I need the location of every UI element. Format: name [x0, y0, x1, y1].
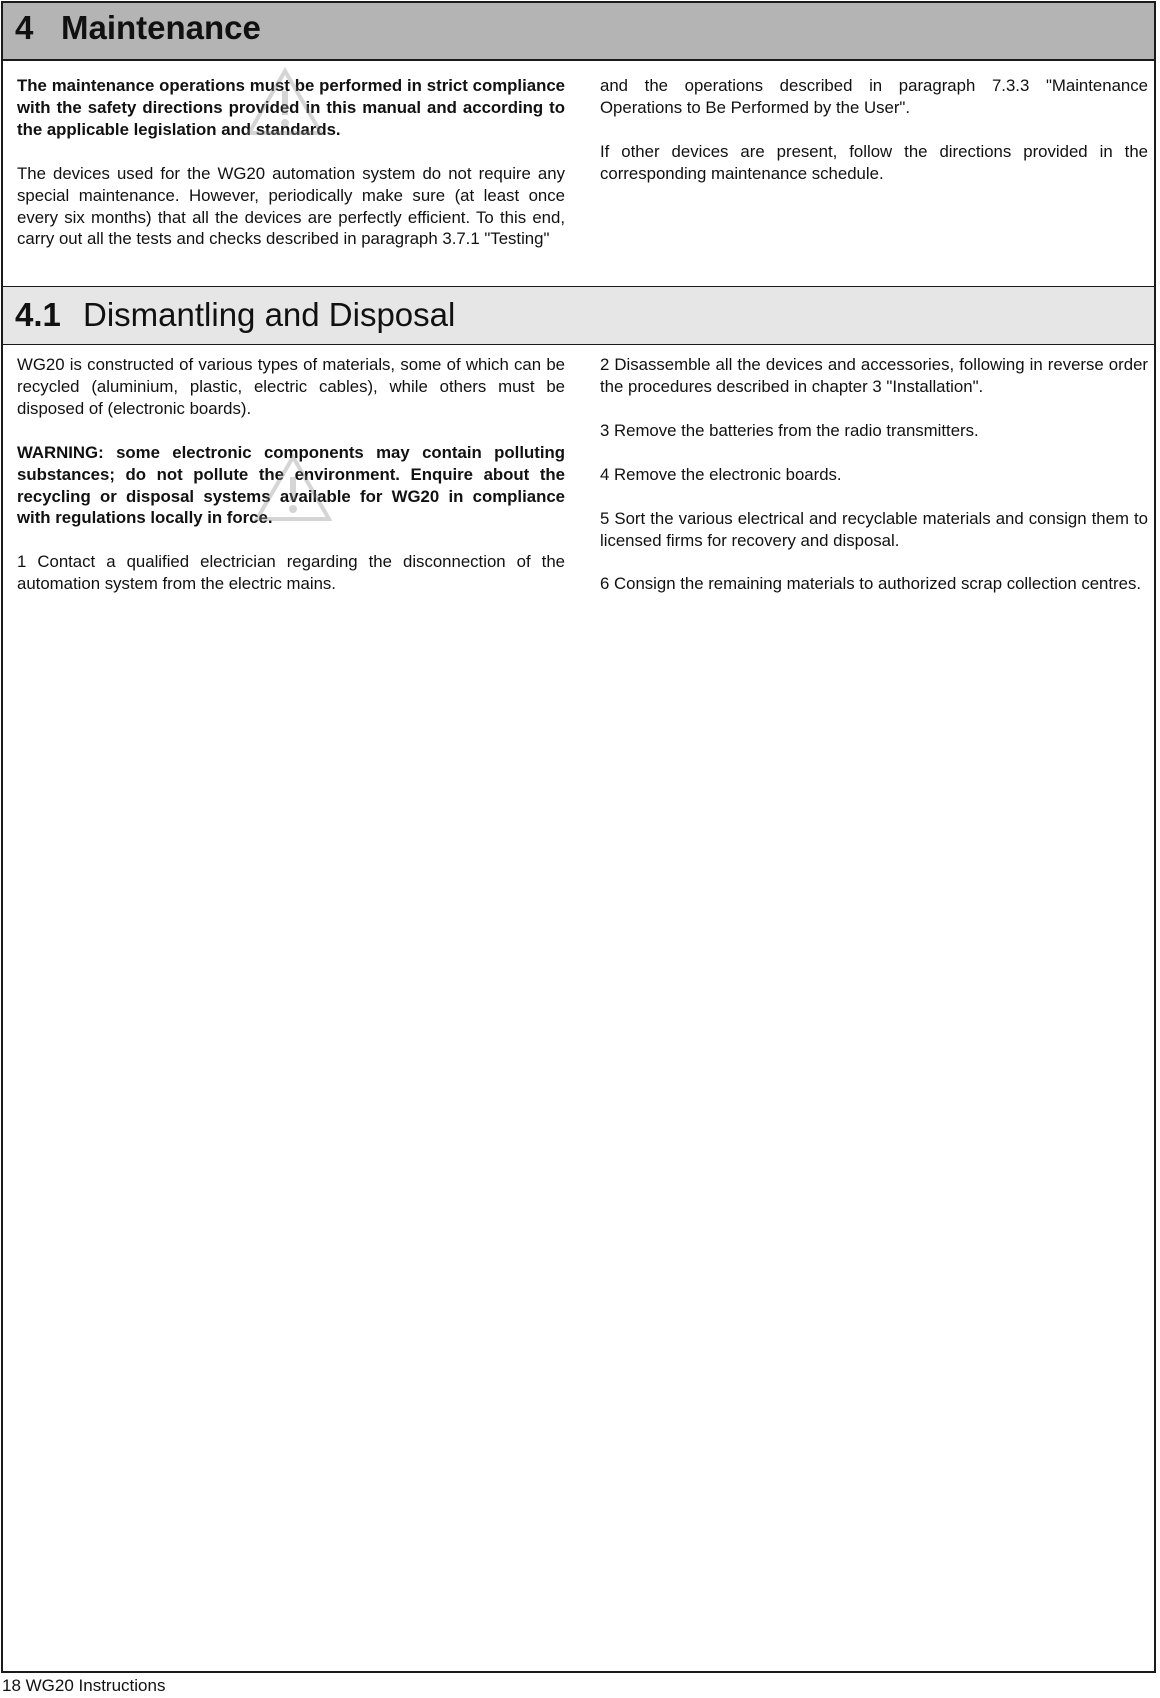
safety-compliance-note: The maintenance operations must be performed in strict compliance with the safety directions provided in this manual and according to the applicable legislation and standards.: [17, 76, 565, 139]
step-1: 1 Contact a qualified electrician regarding the disconnection of the automation system from the electric mains.: [17, 552, 565, 594]
materials-paragraph: WG20 is constructed of various types of materials, some of which can be recycled (aluminium, plastic, electric cables), while others must be disposed of (electronic boards).: [17, 355, 565, 418]
subsection-title: Dismantling and Disposal: [83, 296, 456, 333]
maintenance-paragraph: The devices used for the WG20 automation system do not require any special maintenance. However, periodically make sure (at least once every six months) that all the devices are perfectly efficient. To this end, carry out all the tests and checks described in paragraph 3.7.1 "Testing": [17, 163, 565, 249]
dismantling-left-column: [17, 354, 565, 595]
section-number: 4: [15, 9, 34, 46]
maintenance-left-column: [17, 75, 565, 250]
dismantling-right-column: [600, 354, 1148, 595]
step-4: 4 Remove the electronic boards.: [600, 464, 842, 484]
step-2: 2 Disassemble all the devices and accessories, following in reverse order the procedures described in chapter 3 "Installation".: [600, 355, 1148, 396]
step-3: 3 Remove the batteries from the radio transmitters.: [600, 420, 979, 440]
maintenance-right-column: [600, 75, 1148, 185]
page-frame: [1, 1, 1156, 1673]
other-devices-note: If other devices are present, follow the directions provided in the corresponding maintenance schedule.: [600, 141, 1148, 183]
subsection-number: 4.1: [15, 296, 61, 333]
step-6: 6 Consign the remaining materials to authorized scrap collection centres.: [600, 574, 1142, 594]
page-footer: 18 WG20 Instructions: [2, 1676, 166, 1695]
maintenance-continuation: and the operations described in paragraph 7.3.3 "Maintenance Operations to Be Performed by the User".: [600, 76, 1148, 117]
section-header-maintenance: [3, 3, 1154, 61]
section-title: Maintenance: [61, 9, 261, 46]
section-header-dismantling: [3, 286, 1154, 345]
environment-warning: WARNING: some electronic components may contain polluting substances; do not pollute the environment. Enquire about the recycling or disposal systems available for WG20 in compliance with regulations locally in force.: [17, 442, 565, 528]
step-5: 5 Sort the various electrical and recyclable materials and consign them to licensed firms for recovery and disposal.: [600, 508, 1148, 550]
